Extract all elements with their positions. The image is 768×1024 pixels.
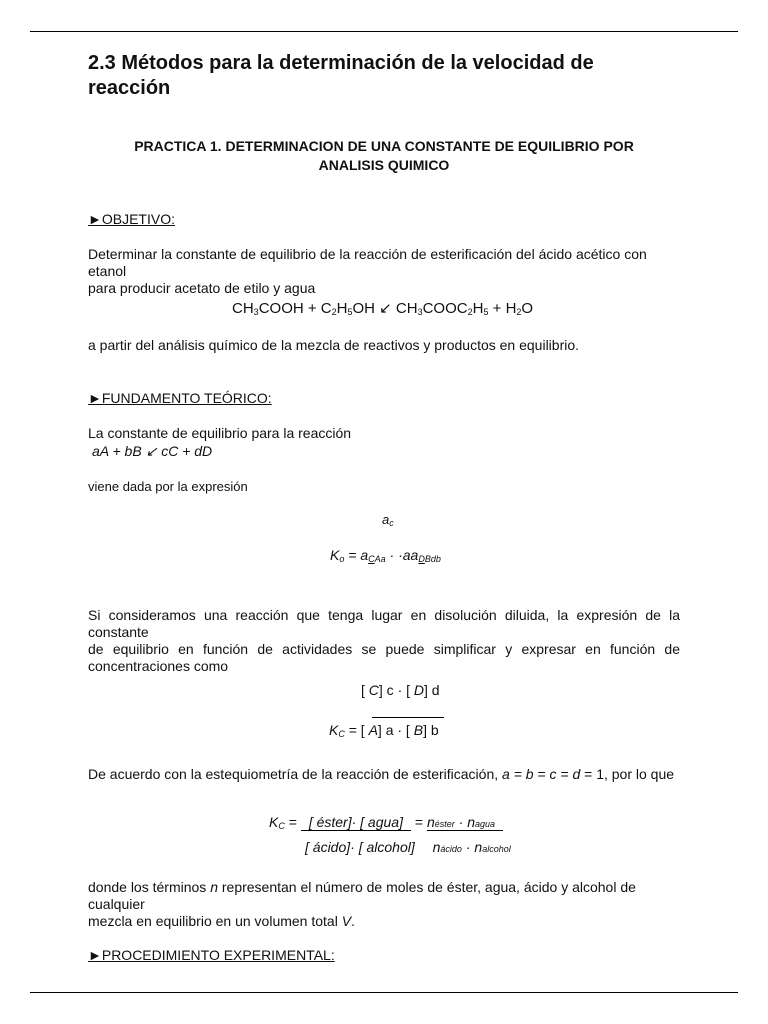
objetivo-heading: ►OBJETIVO: bbox=[88, 211, 175, 227]
donde-paragraph bbox=[88, 879, 680, 930]
reaction-sub: 3 bbox=[417, 307, 423, 317]
kc-text: ] b bbox=[423, 722, 439, 738]
ko-text: = a bbox=[344, 547, 369, 563]
dilute-line1: Si consideramos una reacción que tenga lugar en disolución diluida, la expresión de la constante bbox=[88, 607, 680, 640]
ko-expression bbox=[330, 547, 441, 564]
kc-numerator bbox=[361, 682, 440, 698]
donde-line2 bbox=[88, 913, 680, 930]
reaction-sub: 2 bbox=[331, 307, 337, 317]
ko-symbol: K bbox=[330, 547, 340, 563]
kc-fraction-bar bbox=[372, 717, 444, 718]
kc2-var: n bbox=[432, 839, 441, 855]
donde-text: mezcla en equilibrio en un volumen total bbox=[88, 913, 342, 929]
kc2-numerator bbox=[269, 814, 503, 831]
practice-title-line1: PRACTICA 1. DETERMINACION DE UNA CONSTANTE DE EQUILIBRIO POR bbox=[134, 138, 634, 154]
kc-var: D bbox=[413, 682, 425, 698]
stoich-text: De acuerdo con la estequiometría de la reacción de esterificación, bbox=[88, 766, 503, 782]
kc-var: K bbox=[329, 722, 339, 738]
reaction-sub: 5 bbox=[347, 307, 353, 317]
const-intro: La constante de equilibrio para la reacción bbox=[88, 425, 352, 441]
donde-text: representan el número de moles de éster, agua, ácido y alcohol de cualquier bbox=[88, 879, 636, 912]
reaction-text: COOH + C bbox=[258, 300, 332, 317]
practice-title-line2: ANALISIS QUIMICO bbox=[318, 157, 450, 173]
reaction-text: COOC bbox=[422, 300, 468, 317]
kc2-text: = bbox=[414, 814, 427, 830]
kc-text: [ bbox=[361, 682, 369, 698]
reaction-text: H bbox=[472, 300, 484, 317]
dilute-line3: concentraciones como bbox=[88, 658, 229, 674]
kc2-numerator-moles bbox=[427, 814, 503, 831]
reaction-sub: 5 bbox=[483, 307, 489, 317]
stoich-text: = 1, por lo que bbox=[580, 766, 675, 782]
ko-sub: D bbox=[418, 554, 425, 564]
kc2-sub: ácido bbox=[440, 844, 462, 854]
reaction-text: O bbox=[521, 300, 534, 317]
kc-var: C bbox=[368, 682, 379, 698]
fundamento-heading: ►FUNDAMENTO TEÓRICO: bbox=[88, 390, 272, 406]
ko-sub: C bbox=[368, 554, 375, 564]
ko-numerator bbox=[382, 512, 394, 528]
kc2-denominator-moles bbox=[433, 839, 511, 855]
kc2-denominator-conc: [ ácido]· [ alcohol] bbox=[305, 839, 415, 855]
objetivo-line1: Determinar la constante de equilibrio de la reacción de esterificación del ácido acético con etanol bbox=[88, 246, 647, 279]
kc2-var: K bbox=[269, 814, 279, 830]
kc2-sub: agua bbox=[475, 819, 496, 829]
esterification-reaction bbox=[232, 299, 533, 317]
kc2-var: n bbox=[467, 814, 476, 830]
stoich-line bbox=[88, 766, 674, 782]
kc2-var: n bbox=[474, 839, 483, 855]
kc-sub: C bbox=[338, 729, 345, 739]
ko-sub: Bdb bbox=[424, 554, 441, 564]
procedimiento-heading: ►PROCEDIMIENTO EXPERIMENTAL: bbox=[88, 947, 335, 963]
donde-line1 bbox=[88, 879, 680, 913]
kc2-denominator bbox=[305, 839, 511, 855]
reaction-sub: 3 bbox=[253, 307, 259, 317]
dilute-paragraph bbox=[88, 607, 680, 675]
section-title-line1: 2.3 Métodos para la determinación de la velocidad de bbox=[88, 52, 594, 74]
ko-text: · ·aa bbox=[385, 547, 419, 563]
reaction-text: CH bbox=[232, 300, 254, 317]
objetivo-paragraph bbox=[88, 246, 680, 297]
kc-var: B bbox=[413, 722, 424, 738]
ko-sub: o bbox=[339, 554, 345, 564]
ko-symbol: a bbox=[382, 512, 390, 527]
kc2-numerator-conc: [ éster]· [ agua] bbox=[301, 814, 411, 831]
donde-text: . bbox=[351, 913, 355, 929]
kc2-text: = bbox=[284, 814, 301, 830]
kc-text: ] c · [ bbox=[378, 682, 414, 698]
kc-text: = [ bbox=[344, 722, 369, 738]
reaction-text: + H bbox=[488, 300, 517, 317]
reaction-text: H bbox=[336, 300, 348, 317]
practice-title bbox=[0, 137, 768, 175]
bottom-rule bbox=[30, 992, 738, 993]
kc-text: ] a · [ bbox=[377, 722, 414, 738]
kc-expression bbox=[329, 722, 439, 739]
kc2-text: · bbox=[461, 839, 475, 855]
donde-text: donde los términos bbox=[88, 879, 211, 895]
ko-sub: c bbox=[389, 518, 394, 528]
kc-var: A bbox=[368, 722, 378, 738]
section-title bbox=[88, 51, 594, 101]
kc2-sub: C bbox=[278, 821, 285, 831]
donde-var: n bbox=[210, 879, 218, 895]
kc2-sub: éster bbox=[434, 819, 455, 829]
reaction-sub: 2 bbox=[516, 307, 522, 317]
kc2-var: n bbox=[426, 814, 435, 830]
donde-var: V bbox=[341, 913, 352, 929]
objetivo-line2: para producir acetato de etilo y agua bbox=[88, 280, 316, 296]
analysis-line: a partir del análisis químico de la mezcla de reactivos y productos en equilibrio. bbox=[88, 337, 580, 353]
stoich-equation: a = b = c = d bbox=[502, 766, 581, 782]
top-rule bbox=[30, 31, 738, 32]
viene-line: viene dada por la expresión bbox=[88, 479, 248, 494]
kc2-sub: alcohol bbox=[482, 844, 511, 854]
kc-text: ] d bbox=[424, 682, 440, 698]
ko-sub: Aa bbox=[374, 554, 386, 564]
generic-reaction: aA + bB ↙ cC + dD bbox=[92, 443, 213, 459]
dilute-line2: de equilibrio en función de actividades se puede simplificar y expresar en función de bbox=[88, 641, 680, 657]
section-title-line2: reacción bbox=[88, 77, 171, 99]
reaction-sub: 2 bbox=[467, 307, 473, 317]
reaction-text: OH ↙ CH bbox=[352, 300, 418, 317]
kc2-text: · bbox=[454, 814, 468, 830]
